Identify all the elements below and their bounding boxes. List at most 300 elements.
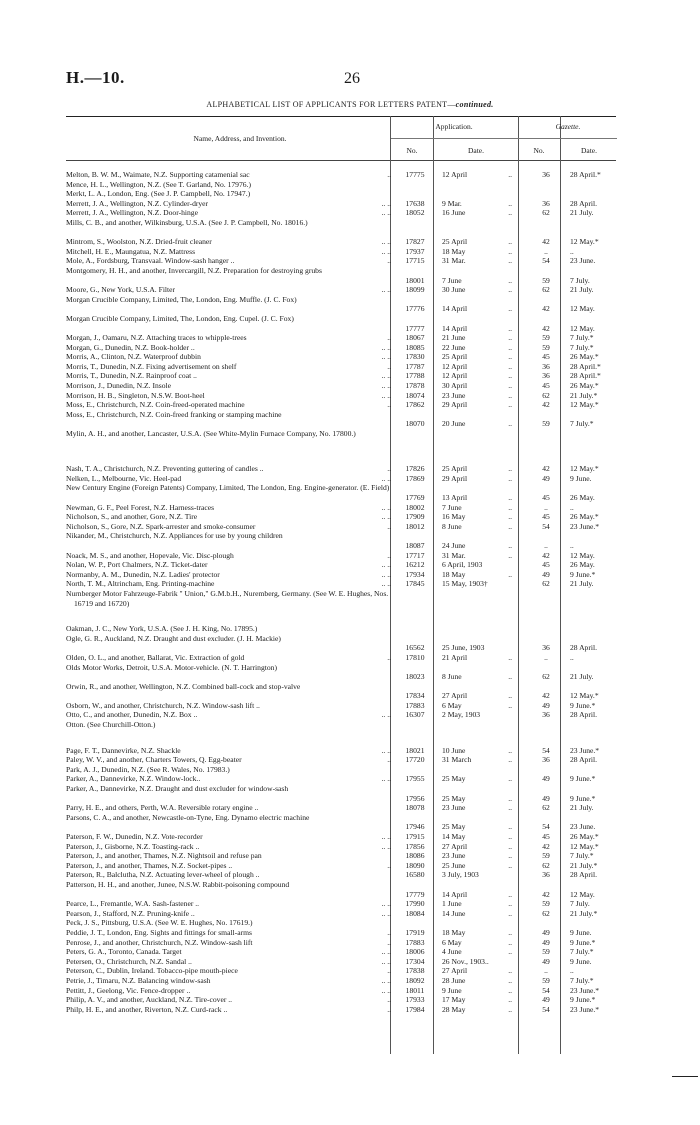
application-number: 17830: [405, 352, 425, 362]
application-date: 27 April ..: [442, 966, 512, 976]
gazette-date: 7 July.*: [570, 419, 594, 429]
applicant-entry: Paley, W. V., and another, Charters Towers, Q. Egg-beater ..: [66, 755, 391, 765]
table-row: [66, 551, 626, 561]
gazette-number: 42: [542, 323, 550, 333]
gazette-number: ..: [544, 966, 548, 976]
column-header-gazette-no: No.: [533, 146, 545, 155]
application-number: 17878: [405, 381, 425, 391]
applicant-entry: Nurnberger Motor Fahrzeuge-Fabrik " Union," G.M.b.H., Nuremberg, Germany. (See W. E. Hughes, Nos. 16719 and 16720): [66, 588, 389, 608]
gazette-number: 42: [542, 841, 550, 851]
table-row: [66, 682, 626, 701]
table-row: [66, 208, 626, 218]
applicant-entry: Morris, T., Dunedin, N.Z. Fixing advertisement on shelf ..: [66, 361, 391, 371]
application-number: 17787: [405, 361, 425, 371]
gazette-date: 26 May.*: [570, 832, 599, 841]
gazette-number: 42: [542, 304, 550, 314]
table-row: [66, 189, 626, 199]
gazette-date: 21 July.: [570, 208, 594, 218]
table-row: [66, 199, 626, 209]
table-row: [66, 1005, 626, 1015]
application-date: 8 June ..: [442, 672, 512, 682]
application-date: 15 May, 1903†: [442, 579, 488, 589]
gazette-number: 54: [542, 1004, 550, 1014]
table-row: [66, 803, 626, 813]
table-row: [66, 170, 626, 180]
table-row: [66, 237, 626, 247]
table-row: [66, 976, 626, 986]
application-date: 10 June ..: [442, 745, 512, 755]
margin-mark: [672, 1076, 698, 1077]
gazette-date: 21 July.: [570, 285, 594, 295]
gazette-date: 9 June.*: [570, 569, 596, 579]
application-number: 18006: [405, 947, 425, 957]
group-gap: [66, 608, 626, 624]
table-row: [66, 842, 626, 852]
table-row: [66, 589, 626, 608]
table-row: [66, 266, 626, 285]
application-date: 14 May ..: [442, 832, 512, 841]
application-number: 17933: [405, 995, 425, 1005]
applicant-entry: Patterson, H. H., and another, Junee, N.S.W. Rabbit-poisoning compound: [66, 879, 290, 889]
application-date: 30 April ..: [442, 381, 512, 391]
table-header-rule: [66, 160, 616, 161]
table-row: [66, 986, 626, 996]
applicant-entry: Penrose, J., and another, Christchurch, N.Z. Window-sash lift ..: [66, 937, 391, 947]
application-number: 17838: [405, 966, 425, 976]
application-number: 17946: [405, 822, 425, 832]
gazette-number: 42: [542, 464, 550, 474]
application-date: 7 June ..: [442, 275, 512, 285]
application-date: 14 April ..: [442, 323, 512, 333]
table-row: [66, 512, 626, 522]
application-number: 18052: [405, 208, 425, 218]
gazette-date: 12 May.: [570, 889, 595, 899]
gazette-date: 7 July.*: [570, 851, 594, 861]
application-date: 31 Mar. ..: [442, 550, 512, 560]
application-number: 18023: [405, 672, 425, 682]
application-date: 1 June ..: [442, 899, 512, 909]
gazette-number: 36: [542, 170, 550, 179]
gazette-date: 7 July.*: [570, 342, 594, 352]
table-row: [66, 429, 626, 448]
gazette-date: 23 June.*: [570, 985, 600, 995]
gazette-number: 62: [542, 579, 550, 589]
applicant-entry: Moore, G., New York, U.S.A. Filter .. ..: [66, 285, 391, 295]
applicant-entry: Paterson, R., Balclutha, N.Z. Actuating lever-wheel of plough ..: [66, 870, 260, 880]
applicant-entry: Philp, H. E., and another, Riverton, N.Z. Curd-rack .. ..: [66, 1004, 391, 1014]
application-date: 28 June ..: [442, 975, 512, 985]
application-number: 17883: [405, 700, 425, 710]
applicant-entry: Nicholson, S., and another, Gore, N.Z. Tire .. ..: [66, 512, 391, 522]
application-number: 16562: [405, 643, 425, 653]
application-number: 17862: [405, 400, 425, 410]
table-row: [66, 653, 626, 663]
gazette-date: 9 June.*: [570, 793, 596, 803]
application-date: 26 Nov., 1903..: [442, 956, 489, 966]
applicant-list: [66, 170, 626, 1014]
application-date: 27 April ..: [442, 691, 512, 701]
application-number: 18074: [405, 390, 425, 400]
applicant-entry: Mitchell, H. E., Maungatua, N.Z. Mattress .. ..: [66, 246, 391, 256]
applicant-entry: Park, A. J., Dunedin, N.Z. (See R. Wales, No. 17983.): [66, 764, 230, 774]
gazette-number: 62: [542, 803, 550, 813]
document-code: H.—10.: [66, 68, 125, 87]
applicant-entry: Otto, C., and another, Dunedin, N.Z. Box .. .. ..: [66, 710, 391, 720]
applicant-entry: Pettitt, J., Geelong, Vic. Fence-dropper .. .. ..: [66, 985, 391, 995]
application-date: 17 May ..: [442, 995, 512, 1005]
application-date: 30 June ..: [442, 285, 512, 295]
gazette-date: 26 May.*: [570, 512, 599, 522]
application-number: 17779: [405, 889, 425, 899]
gazette-date: 12 May.: [570, 304, 595, 314]
application-date: 27 April ..: [442, 841, 512, 851]
application-number: 17856: [405, 841, 425, 851]
gazette-date: 28 April.: [570, 755, 598, 765]
gazette-number: 59: [542, 851, 550, 861]
application-number: 17304: [405, 956, 425, 966]
applicant-entry: Osborn, W., and another, Christchurch, N.Z. Window-sash lift ..: [66, 700, 260, 710]
table-row: [66, 710, 626, 720]
gazette-number: 45: [542, 352, 550, 362]
application-number: 17984: [405, 1004, 425, 1014]
gazette-number: 45: [542, 493, 550, 502]
applicant-entry: Paterson, J., and another, Thames, N.Z. Socket-pipes .. ..: [66, 860, 391, 870]
applicant-entry: Oakman, J. C., New York, U.S.A. (See J. H. King, No. 17895.): [66, 624, 258, 634]
application-number: 17937: [405, 246, 425, 256]
application-number: 18070: [405, 419, 425, 429]
applicant-entry: Moss, E., Christchurch, N.Z. Coin-freed-operated machine ..: [66, 400, 391, 410]
gazette-number: 54: [542, 521, 550, 531]
applicant-entry: Otton. (See Churchill-Otton.): [66, 720, 156, 730]
gazette-date: ..: [570, 966, 574, 976]
applicant-entry: Merrett, J. A., Wellington, N.Z. Cylinder-dryer .. ..: [66, 198, 391, 208]
table-row: [66, 483, 626, 502]
applicant-entry: Philip, A. V., and another, Auckland, N.Z. Tire-cover .. ..: [66, 995, 391, 1005]
application-number: 17638: [405, 198, 425, 208]
gazette-number: 49: [542, 995, 550, 1005]
applicant-entry: Morgan, G., Dunedin, N.Z. Book-holder .. .. ..: [66, 342, 391, 352]
table-row: [66, 180, 626, 190]
applicant-entry: Morrison, J., Dunedin, N.Z. Insole .. ..: [66, 381, 391, 391]
applicant-entry: Peck, J. S., Pittsburg, U.S.A. (See W. E. Hughes, No. 17619.): [66, 918, 253, 928]
applicant-entry: Parker, A., Dannevirke, N.Z. Draught and dust excluder for window-sash: [66, 784, 289, 794]
table-row: [66, 755, 626, 765]
page-title: ALPHABETICAL LIST OF APPLICANTS FOR LETTERS PATENT—continued.: [206, 100, 494, 109]
table-row: [66, 832, 626, 842]
gazette-number: ..: [544, 246, 548, 256]
gazette-number: 62: [542, 208, 550, 218]
applicant-entry: Morris, A., Clinton, N.Z. Waterproof dubbin .. ..: [66, 352, 391, 362]
gazette-number: 62: [542, 285, 550, 295]
gazette-number: 49: [542, 937, 550, 947]
application-number: 17834: [405, 691, 425, 701]
gazette-number: 49: [542, 793, 550, 803]
table-row: [66, 560, 626, 570]
gazette-number: 62: [542, 672, 550, 682]
application-date: 25 April ..: [442, 237, 512, 247]
gazette-date: ..: [570, 540, 574, 550]
table-row: [66, 813, 626, 832]
gazette-date: 12 May.*: [570, 400, 599, 410]
applicant-entry: Olds Motor Works, Detroit, U.S.A. Motor-vehicle. (N. T. Harrington): [66, 662, 277, 672]
table-row: [66, 579, 626, 589]
application-number: 16307: [405, 710, 425, 720]
table-row: [66, 634, 626, 653]
application-date: 31 March ..: [442, 755, 512, 765]
gazette-date: 26 May.: [570, 493, 595, 502]
applicant-entry: Paterson, J., Gisborne, N.Z. Toasting-rack .. .. ..: [66, 841, 391, 851]
application-number: 17883: [405, 937, 425, 947]
application-number: 18067: [405, 333, 425, 343]
application-number: 16580: [405, 870, 425, 880]
gazette-date: 28 April.*: [570, 371, 601, 381]
table-row: [66, 918, 626, 928]
gazette-date: 7 July.*: [570, 333, 594, 343]
column-header-app-no: No.: [406, 146, 418, 155]
application-date: 29 April ..: [442, 400, 512, 410]
table-row: [66, 938, 626, 948]
table-top-rule: [66, 116, 616, 117]
application-number: 18092: [405, 975, 425, 985]
gazette-number: 62: [542, 908, 550, 918]
table-row: [66, 503, 626, 513]
applicant-entry: Pearson, J., Stafford, N.Z. Pruning-knife .. .. ..: [66, 908, 391, 918]
table-row: [66, 522, 626, 532]
application-date: 25 May ..: [442, 793, 512, 803]
gazette-date: 7 July.*: [570, 975, 594, 985]
application-date: 21 April ..: [442, 652, 512, 662]
applicant-entry: Nash, T. A., Christchurch, N.Z. Preventing guttering of candles .. ..: [66, 464, 391, 474]
applicant-entry: Morrison, H. B., Singleton, N.S.W. Boot-heel .. ..: [66, 390, 391, 400]
table-row: [66, 870, 626, 880]
gazette-number: 49: [542, 927, 550, 937]
applicant-entry: Nikander, M., Christchurch, N.Z. Appliances for use by young children: [66, 531, 283, 541]
gazette-number: ..: [544, 540, 548, 550]
table-row: [66, 746, 626, 756]
table-row: [66, 624, 626, 634]
application-number: 17776: [405, 304, 425, 314]
application-date: 14 April ..: [442, 304, 512, 314]
application-number: 18087: [405, 540, 425, 550]
table-row: [66, 381, 626, 391]
gazette-number: 45: [542, 832, 550, 841]
application-date: 25 April ..: [442, 352, 512, 362]
table-row: [66, 333, 626, 343]
applicant-entry: Morris, T., Dunedin, N.Z. Rainproof coat .. .. ..: [66, 371, 391, 381]
applicant-entry: Ogle, G. R., Auckland, N.Z. Draught and dust excluder. (J. H. Mackie): [66, 633, 281, 643]
application-number: 17717: [405, 550, 425, 560]
application-date: 6 April, 1903: [442, 560, 483, 570]
gazette-number: 36: [542, 643, 550, 653]
gazette-date: 9 June.*: [570, 995, 596, 1005]
table-row: [66, 256, 626, 266]
application-date: 25 June, 1903: [442, 643, 485, 653]
gazette-number: 54: [542, 745, 550, 755]
applicant-entry: Petrie, J., Timaru, N.Z. Balancing window-sash .. ..: [66, 975, 391, 985]
gazette-number: 36: [542, 710, 550, 720]
applicant-entry: Pearce, L., Fremantle, W.A. Sash-fastener .. .. ..: [66, 899, 391, 909]
application-number: 17990: [405, 899, 425, 909]
gazette-number: 42: [542, 400, 550, 410]
table-row: [66, 343, 626, 353]
gazette-number: 59: [542, 275, 550, 285]
application-date: 3 July, 1903: [442, 870, 479, 880]
gazette-number: 45: [542, 560, 550, 570]
application-date: 14 April ..: [442, 889, 512, 899]
subheader-rule: [391, 138, 617, 139]
applicant-entry: Olden, O. L., and another, Ballarat, Vic. Extraction of gold ..: [66, 652, 391, 662]
application-date: 25 May ..: [442, 774, 512, 784]
table-row: [66, 774, 626, 784]
application-date: 14 June ..: [442, 908, 512, 918]
application-date: 31 Mar. ..: [442, 256, 512, 266]
application-date: 21 June ..: [442, 333, 512, 343]
application-date: 6 May ..: [442, 700, 512, 710]
application-date: 18 May ..: [442, 569, 512, 579]
applicant-entry: Moss, E., Christchurch, N.Z. Coin-freed franking or stamping machine: [66, 409, 282, 419]
gazette-date: 21 July.*: [570, 860, 598, 870]
gazette-number: 54: [542, 822, 550, 832]
application-date: 16 June ..: [442, 208, 512, 218]
application-number: 17715: [405, 256, 425, 266]
gazette-number: 45: [542, 381, 550, 391]
application-number: 18002: [405, 502, 425, 512]
gazette-date: 9 June.: [570, 956, 592, 966]
application-date: 23 June ..: [442, 851, 512, 861]
application-number: 17720: [405, 755, 425, 765]
application-date: 29 April ..: [442, 473, 512, 483]
application-date: 23 June ..: [442, 803, 512, 813]
gazette-number: 45: [542, 512, 550, 522]
table-row: [66, 765, 626, 775]
gazette-number: 59: [542, 342, 550, 352]
application-date: 12 April ..: [442, 170, 512, 179]
applicant-entry: Petersen, O., Christchurch, N.Z. Sandal .. .. ..: [66, 956, 391, 966]
gazette-date: 12 May.*: [570, 464, 599, 474]
applicant-entry: Nolan, W. P., Port Chalmers, N.Z. Ticket-dater .. ..: [66, 560, 391, 570]
table-row: [66, 909, 626, 919]
gazette-date: ..: [570, 502, 574, 512]
application-number: 17909: [405, 512, 425, 522]
application-date: 18 May ..: [442, 246, 512, 256]
page-number: 26: [344, 70, 360, 87]
gazette-number: 36: [542, 755, 550, 765]
gazette-date: 23 June.*: [570, 1004, 600, 1014]
column-header-name: Name, Address, and Invention.: [193, 134, 287, 143]
gazette-number: 49: [542, 569, 550, 579]
gazette-date: 26 May.: [570, 560, 595, 570]
gazette-number: 62: [542, 390, 550, 400]
application-date: 12 April ..: [442, 361, 512, 371]
gazette-date: 7 July.: [570, 275, 590, 285]
application-date: 25 May ..: [442, 822, 512, 832]
applicant-entry: Parker, A., Dannevirke, N.Z. Window-lock.. .. ..: [66, 774, 391, 784]
application-number: 17827: [405, 237, 425, 247]
gazette-date: 21 July.: [570, 672, 594, 682]
applicant-entry: Noack, M. S., and another, Hopevale, Vic. Disc-plough ..: [66, 550, 391, 560]
gazette-number: 62: [542, 860, 550, 870]
applicant-entry: Mills, C. B., and another, Wilkinsburg, U.S.A. (See J. P. Campbell, No. 18016.): [66, 217, 308, 227]
applicant-entry: Peterson, C., Dublin, Ireland. Tobacco-pipe mouth-piece ..: [66, 966, 391, 976]
gazette-number: 59: [542, 419, 550, 429]
gazette-date: ..: [570, 246, 574, 256]
gazette-date: 12 May.*: [570, 237, 599, 247]
applicant-entry: North, T. M., Altrincham, Eng. Printing-machine .. ..: [66, 579, 391, 589]
gazette-date: 9 June.*: [570, 700, 596, 710]
application-date: 13 April ..: [442, 493, 512, 502]
gazette-number: 36: [542, 361, 550, 371]
applicant-entry: Parry, H. E., and others, Perth, W.A. Reversible rotary engine ..: [66, 803, 259, 813]
application-date: 6 May ..: [442, 937, 512, 947]
gazette-date: 9 June.*: [570, 774, 596, 784]
gazette-number: 42: [542, 889, 550, 899]
application-date: 24 June ..: [442, 540, 512, 550]
table-row: [66, 314, 626, 333]
application-number: 17919: [405, 927, 425, 937]
column-header-gazette: Gazette.: [555, 122, 581, 131]
application-date: 9 June ..: [442, 985, 512, 995]
application-number: 18001: [405, 275, 425, 285]
table-row: [66, 928, 626, 938]
table-row: [66, 531, 626, 550]
gazette-date: 28 April.: [570, 710, 598, 720]
applicant-entry: Newman, G. F., Peel Forest, N.Z. Harness-traces .. ..: [66, 502, 391, 512]
gazette-number: 54: [542, 256, 550, 266]
gazette-number: 49: [542, 956, 550, 966]
application-number: 17775: [405, 170, 425, 179]
application-date: 9 Mar. ..: [442, 198, 512, 208]
gazette-number: 59: [542, 333, 550, 343]
gazette-number: 42: [542, 550, 550, 560]
table-row: [66, 285, 626, 295]
gazette-number: 42: [542, 237, 550, 247]
gazette-date: 26 May.*: [570, 381, 599, 391]
application-number: 18012: [405, 521, 425, 531]
table-row: [66, 295, 626, 314]
applicant-entry: Merkt, L. A., London, Eng. (See J. P. Campbell, No. 17947.): [66, 189, 251, 199]
gazette-number: 49: [542, 774, 550, 784]
gazette-number: ..: [544, 652, 548, 662]
table-row: [66, 400, 626, 410]
application-number: 17826: [405, 464, 425, 474]
table-row: [66, 464, 626, 474]
gazette-date: 21 July.*: [570, 908, 598, 918]
application-number: 17810: [405, 652, 425, 662]
application-number: 17934: [405, 569, 425, 579]
application-date: 7 June ..: [442, 502, 512, 512]
application-date: 16 May ..: [442, 512, 512, 522]
applicant-entry: Normanby, A. M., Dunedin, N.Z. Ladies' protector .. ..: [66, 569, 391, 579]
table-row: [66, 701, 626, 711]
application-number: 17845: [405, 579, 425, 589]
gazette-date: 9 June.*: [570, 937, 596, 947]
table-row: [66, 861, 626, 871]
gazette-date: 9 June.: [570, 927, 592, 937]
application-date: 28 May ..: [442, 1004, 512, 1014]
application-number: 18099: [405, 285, 425, 295]
application-date: 18 May ..: [442, 927, 512, 937]
table-row: [66, 851, 626, 861]
applicant-entry: New Century Engine (Foreign Patents) Company, Limited, The London, Eng. Engine-generator. (E. Field): [66, 483, 390, 493]
gazette-date: 28 April.: [570, 198, 598, 208]
table-row: [66, 570, 626, 580]
application-number: 17777: [405, 323, 425, 333]
gazette-date: 28 April.: [570, 870, 598, 880]
gazette-number: 36: [542, 870, 550, 880]
application-date: 25 April ..: [442, 464, 512, 474]
applicant-entry: Nicholson, S., Gore, N.Z. Spark-arrester and smoke-consumer ..: [66, 521, 391, 531]
application-date: 25 June ..: [442, 860, 512, 870]
